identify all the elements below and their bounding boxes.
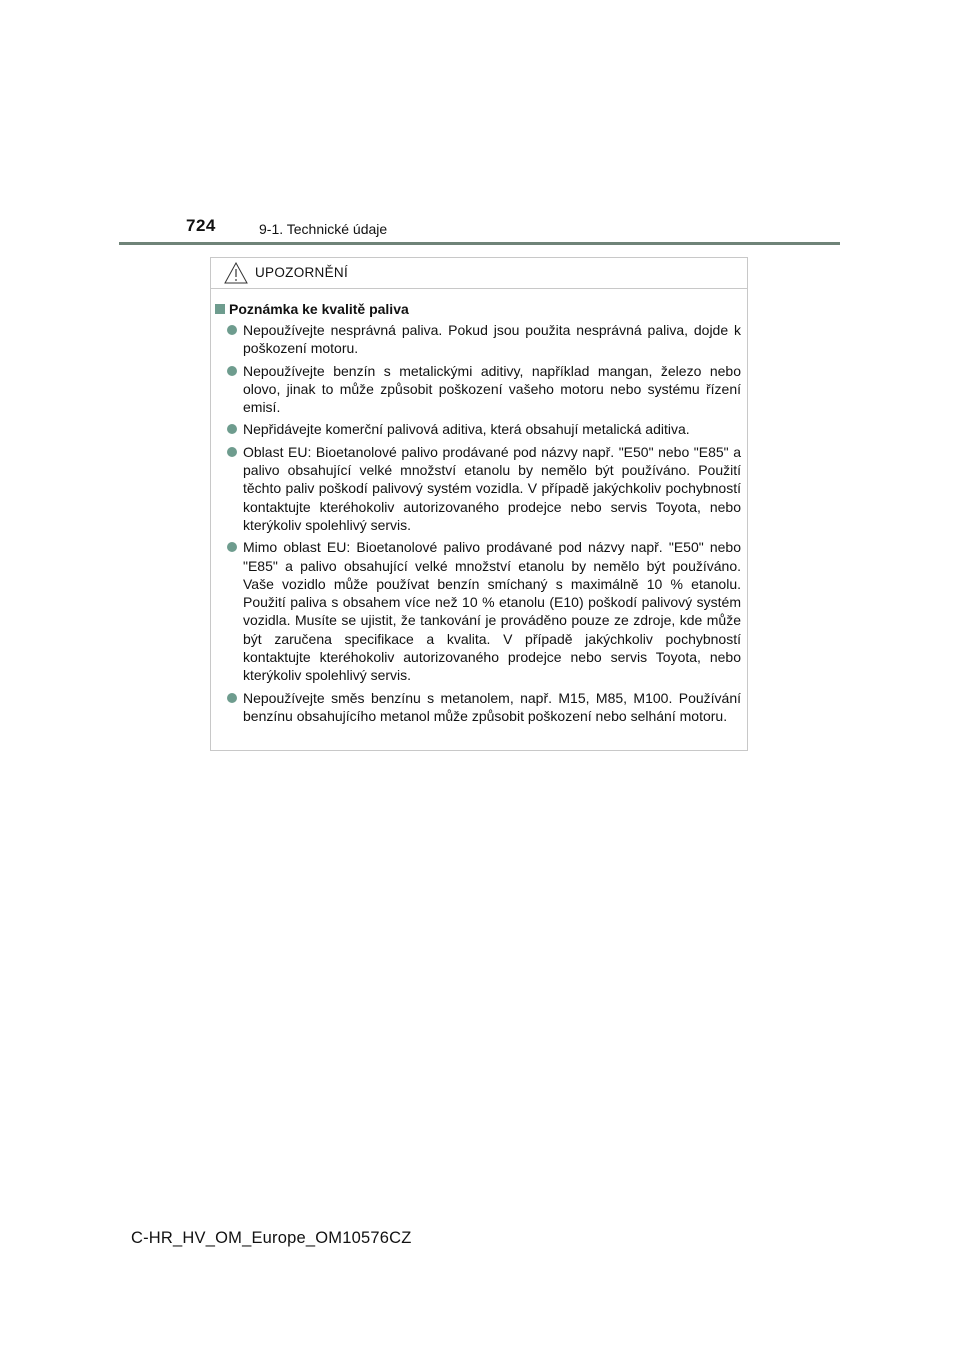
bullet-dot-icon — [227, 424, 237, 434]
warning-list — [215, 321, 741, 725]
list-item-text: Oblast EU: Bioetanolové palivo prodávané pod názvy např. "E50" nebo "E85" a palivo obsahující velké množství etanolu by nemělo být používáno. Použití těchto paliv poškodí palivový systém vozidla. V případě jakýchkoliv pochybností kontaktujte kteréhokoliv autorizovaného prodejce nebo servis Toyota, nebo kterýkoliv spolehlivý servis. — [243, 443, 741, 533]
bullet-dot-icon — [227, 447, 237, 457]
warning-box — [210, 257, 748, 751]
warning-label: UPOZORNĚNÍ — [255, 265, 349, 280]
warning-body — [211, 289, 747, 725]
bullet-dot-icon — [227, 325, 237, 335]
list-item — [215, 362, 741, 417]
list-item — [215, 321, 741, 358]
list-item-text: Nepoužívejte nesprávná paliva. Pokud jsou použita nesprávná paliva, dojde k poškození motoru. — [243, 322, 741, 357]
section-title: 9-1. Technické údaje — [259, 221, 388, 237]
warning-triangle-icon — [224, 262, 248, 284]
list-item-text: Nepoužívejte směs benzínu s metanolem, např. M15, M85, M100. Používání benzínu obsahujícího metanol může způsobit poškození nebo selhání motoru. — [243, 689, 741, 724]
list-item-text: Nepoužívejte benzín s metalickými aditivy, například mangan, železo nebo olovo, jinak to může způsobit poškození vašeho motoru nebo systému řízení emisí. — [243, 362, 741, 416]
list-item — [215, 538, 741, 684]
document-code: C-HR_HV_OM_Europe_OM10576CZ — [131, 1229, 412, 1247]
square-bullet-icon — [215, 304, 225, 314]
bullet-dot-icon — [227, 693, 237, 703]
list-item — [215, 420, 741, 438]
list-item — [215, 443, 741, 534]
bullet-dot-icon — [227, 542, 237, 552]
header-rule — [119, 242, 840, 245]
list-item — [215, 689, 741, 726]
section-heading — [215, 301, 741, 317]
section-heading-text: Poznámka ke kvalitě paliva — [229, 301, 409, 317]
warning-header — [211, 258, 747, 289]
list-item-text: Mimo oblast EU: Bioetanolové palivo prodávané pod názvy např. "E50" nebo "E85" a palivo obsahující velké množství etanolu by nemělo být používáno. Vaše vozidlo může používat benzín smíchaný s maximálně 10 % etanolu. Použití paliva s obsahem více než 10 % etanolu (E10) poškodí palivový systém vozidla. Musíte se ujistit, že tankování je prováděno pouze ze zdroje, kde může být zaručena specifikace a kvalita. V případě jakýchkoliv pochybností kontaktujte kteréhokoliv autorizovaného prodejce nebo servis Toyota, nebo kterýkoliv spolehlivý servis. — [243, 539, 741, 684]
page-number: 724 — [186, 216, 216, 235]
list-item-text: Nepřidávejte komerční palivová aditiva, která obsahují metalická aditiva. — [243, 421, 690, 438]
bullet-dot-icon — [227, 366, 237, 376]
